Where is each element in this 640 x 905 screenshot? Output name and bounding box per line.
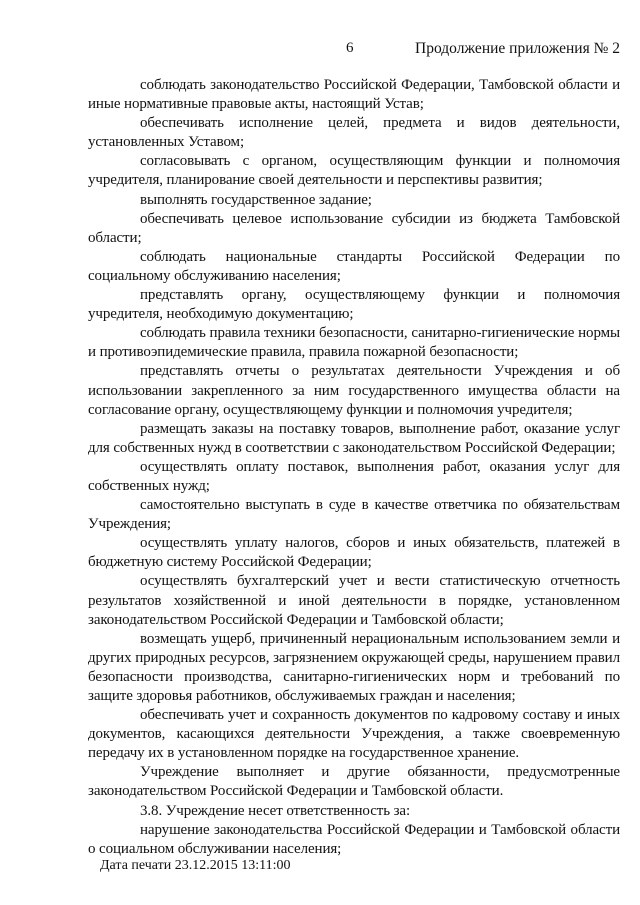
paragraph: обеспечивать целевое использование субсидии из бюджета Тамбовской области; [88, 210, 620, 246]
paragraph: обеспечивать исполнение целей, предмета и видов деятельности, установленных Уставом; [88, 115, 620, 151]
paragraph: выполнять государственное задание; [140, 191, 372, 208]
paragraph: обеспечивать учет и сохранность документов по кадровому составу и иных документов, касающихся деятельности Учреждения, а также своевременную передачу их в установленном порядке на государственное хранение. [88, 707, 620, 762]
paragraph: соблюдать законодательство Российской Федерации, Тамбовской области и иные нормативные правовые акты, настоящий Устав; [88, 77, 620, 113]
continuation-header: Продолжение приложения № 2 [415, 40, 620, 57]
paragraph: осуществлять уплату налогов, сборов и иных обязательств, платежей в бюджетную систему Российской Федерации; [88, 535, 620, 571]
section-heading: 3.8. Учреждение несет ответственность за: [140, 802, 411, 819]
document-body [88, 76, 620, 859]
paragraph: соблюдать национальные стандарты Российской Федерации по социальному обслуживанию населения; [88, 248, 620, 284]
paragraph: возмещать ущерб, причиненный нерациональным использованием земли и других природных ресурсов, загрязнением окружающей среды, нарушением правил безопасности производства, санитарно-гигиенических норм и требований по защите здоровья работников, обслуживаемых граждан и населения; [88, 630, 620, 704]
paragraph: осуществлять бухгалтерский учет и вести статистическую отчетность результатов хозяйственной и иной деятельности в порядке, установленном законодательством Российской Федерации и Тамбовской области; [88, 573, 620, 628]
paragraph: согласовывать с органом, осуществляющим функции и полномочия учредителя, планирование своей деятельности и перспективы развития; [88, 153, 620, 189]
print-date: Дата печати 23.12.2015 13:11:00 [100, 858, 291, 873]
paragraph: представлять органу, осуществляющему функции и полномочия учредителя, необходимую документацию; [88, 287, 620, 323]
paragraph: соблюдать правила техники безопасности, санитарно-гигиенические нормы и противоэпидемические правила, правила пожарной безопасности; [88, 325, 620, 361]
paragraph: самостоятельно выступать в суде в качестве ответчика по обязательствам Учреждения; [88, 497, 620, 533]
paragraph: Учреждение выполняет и другие обязанности, предусмотренные законодательством Российской Федерации и Тамбовской области. [88, 764, 620, 800]
paragraph: осуществлять оплату поставок, выполнения работ, оказания услуг для собственных нужд; [88, 458, 620, 494]
paragraph: нарушение законодательства Российской Федерации и Тамбовской области о социальном обслуживании населения; [88, 821, 620, 857]
page-number: 6 [346, 40, 354, 56]
paragraph: размещать заказы на поставку товаров, выполнение работ, оказание услуг для собственных нужд в соответствии с законодательством Российской Федерации; [88, 420, 620, 456]
paragraph: представлять отчеты о результатах деятельности Учреждения и об использовании закрепленного за ним государственного имущества области на согласование органу, осуществляющему функции и полномочия учредителя; [88, 363, 620, 418]
